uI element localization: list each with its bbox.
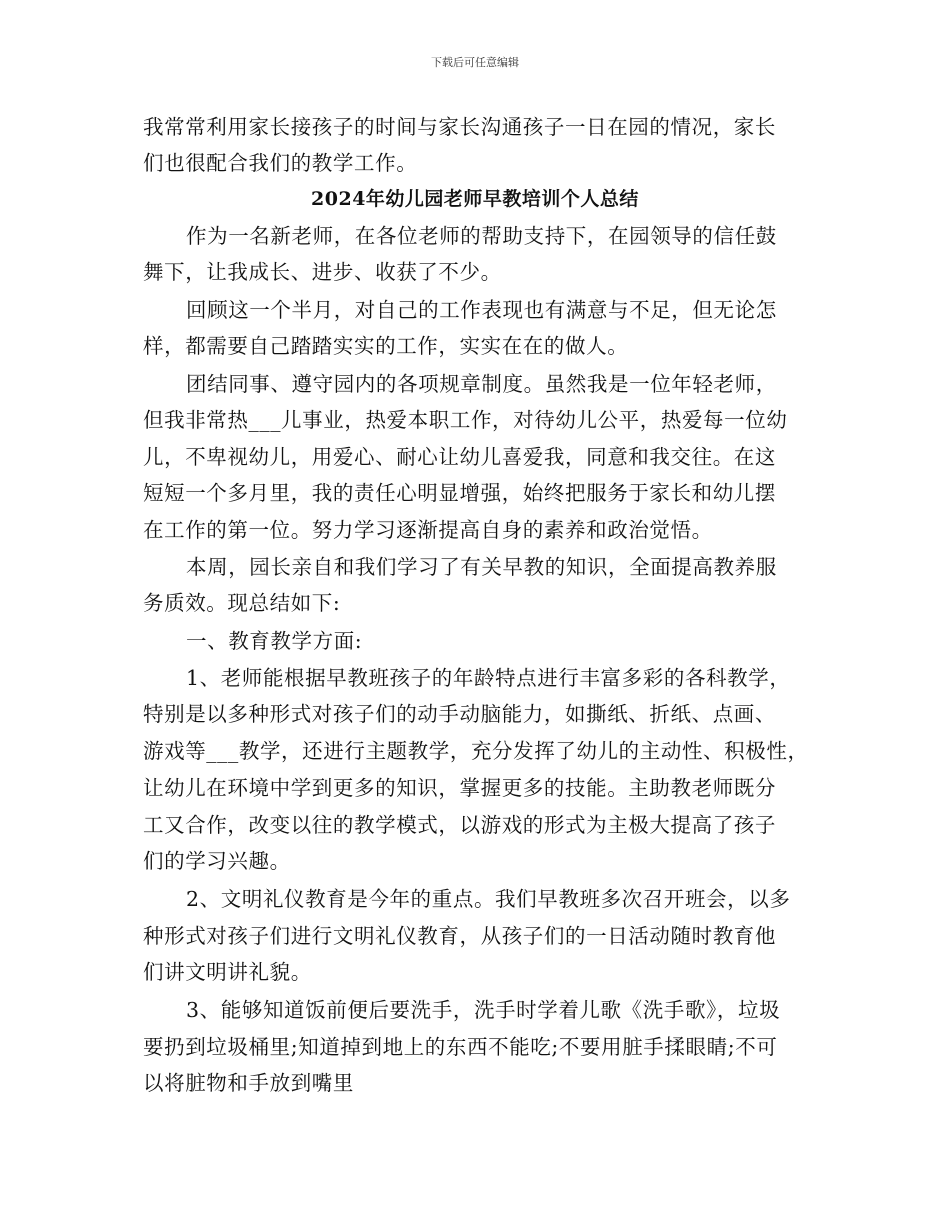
body-line: 们讲文明讲礼貌。 <box>143 960 312 984</box>
body-line: 3、能够知道饭前便后要洗手，洗手时学着儿歌《洗手歌》，垃圾 <box>186 998 781 1022</box>
body-line: 在工作的第一位。努力学习逐渐提高自身的素养和政治觉悟。 <box>143 518 713 542</box>
body-line: 回顾这一个半月，对自己的工作表现也有满意与不足，但无论怎 <box>186 298 777 322</box>
body-line: 务质效。现总结如下: <box>143 591 341 615</box>
body-line: 团结同事、遵守园内的各项规章制度。虽然我是一位年轻老师， <box>186 372 777 396</box>
body-line: 但我非常热___儿事业，热爱本职工作，对待幼儿公平，热爱每一位幼 <box>143 408 788 432</box>
body-line: 作为一名新老师，在各位老师的帮助支持下，在园领导的信任鼓 <box>186 224 777 248</box>
body-line: 2、文明礼仪教育是今年的重点。我们早教班多次召开班会，以多 <box>186 887 791 911</box>
body-line: 特别是以多种形式对孩子们的动手动脑能力，如撕纸、折纸、点画、 <box>143 702 776 726</box>
body-line: 以将脏物和手放到嘴里 <box>143 1071 354 1095</box>
body-line: 们的学习兴趣。 <box>143 849 291 873</box>
body-line: 儿，不卑视幼儿，用爱心、耐心让幼儿喜爱我，同意和我交往。在这 <box>143 445 776 469</box>
body-line: 短短一个多月里，我的责任心明显增强，始终把服务于家长和幼儿摆 <box>143 481 776 505</box>
body-line: 本周，园长亲自和我们学习了有关早教的知识，全面提高教养服 <box>186 555 777 579</box>
body-line: 让幼儿在环境中学到更多的知识，掌握更多的技能。主助教老师既分 <box>143 776 776 800</box>
body-line: 种形式对孩子们进行文明礼仪教育，从孩子们的一日活动随时教育他 <box>143 924 776 948</box>
body-line: 我常常利用家长接孩子的时间与家长沟通孩子一日在园的情况，家长 <box>143 115 776 139</box>
page-header: 下载后可任意编辑 <box>431 56 519 69</box>
section-heading: 一、教育教学方面: <box>186 629 363 653</box>
body-line: 游戏等___教学，还进行主题教学，充分发挥了幼儿的主动性、积极性， <box>143 739 809 763</box>
body-line: 1、老师能根据早教班孩子的年龄特点进行丰富多彩的各科教学， <box>186 666 791 690</box>
body-line: 要扔到垃圾桶里;知道掉到地上的东西不能吃;不要用脏手揉眼睛;不可 <box>143 1035 778 1059</box>
body-line: 样，都需要自己踏踏实实的工作，实实在在的做人。 <box>143 334 629 358</box>
body-line: 们也很配合我们的教学工作。 <box>143 151 418 175</box>
body-line: 工又合作，改变以往的教学模式，以游戏的形式为主极大提高了孩子 <box>143 813 776 837</box>
document-title: 2024年幼儿园老师早教培训个人总结 <box>311 188 639 210</box>
body-line: 舞下，让我成长、进步、收获了不少。 <box>143 260 502 284</box>
